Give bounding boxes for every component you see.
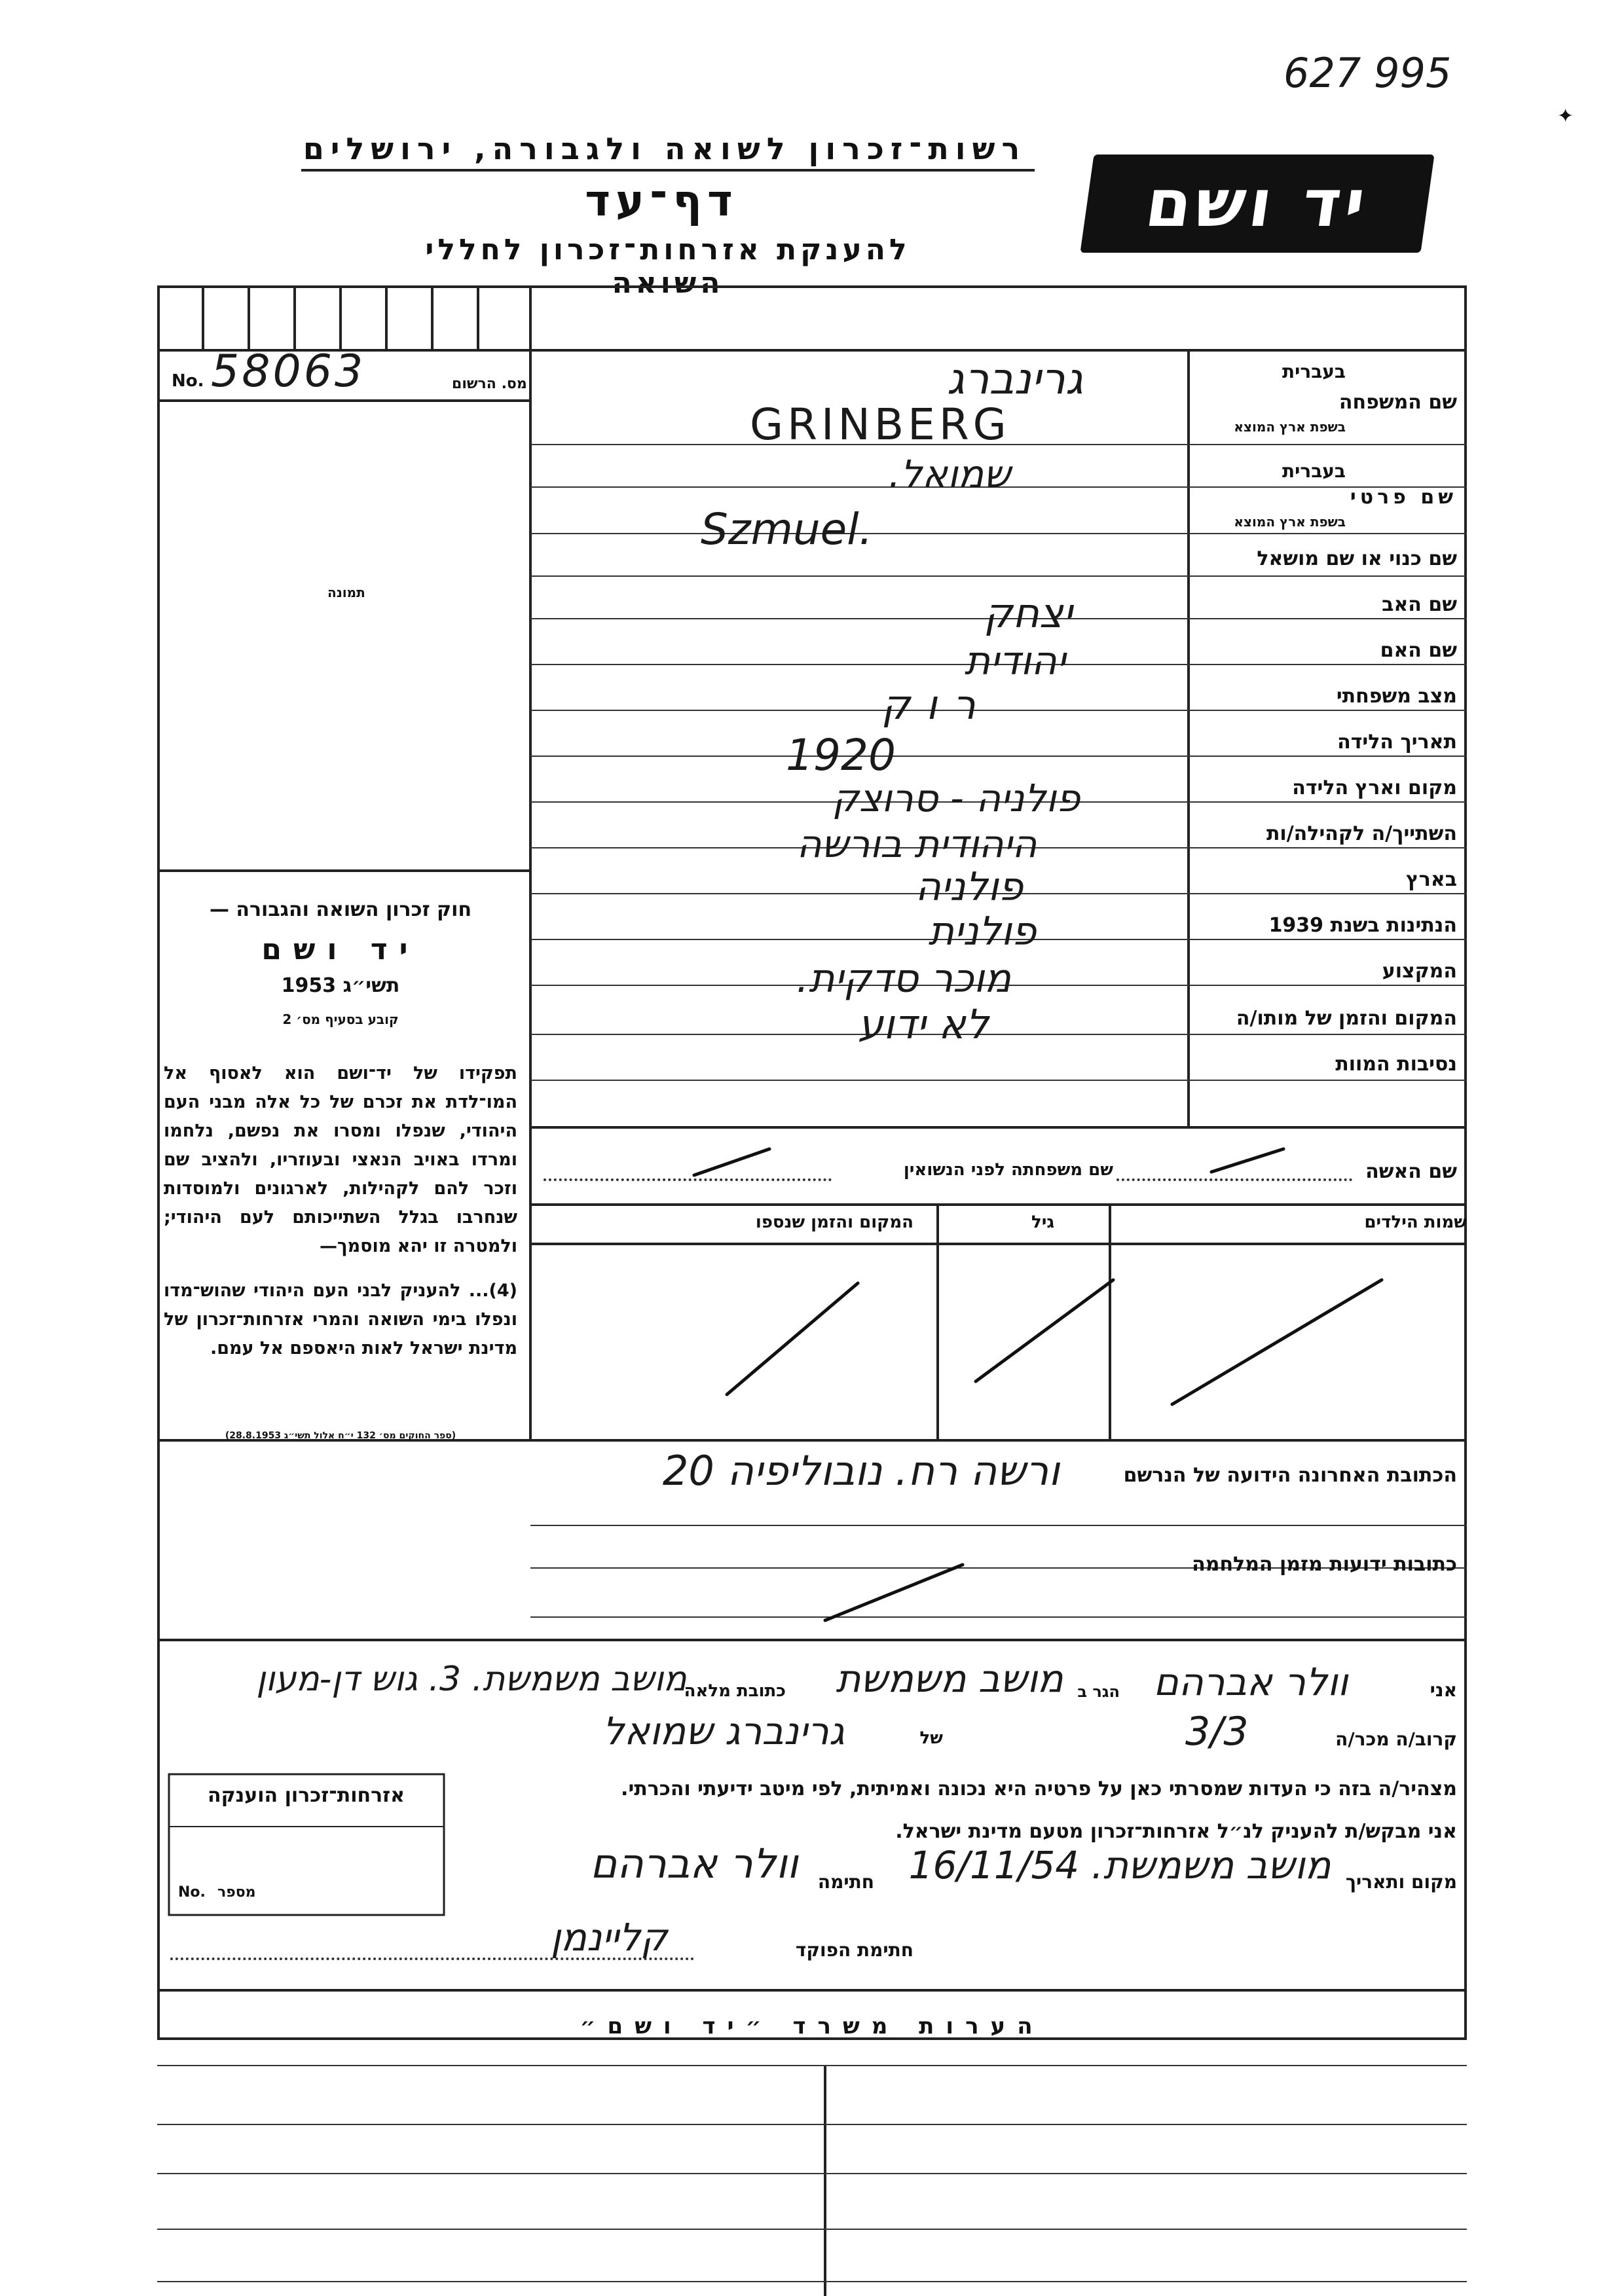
death-place-time-label: המקום והזמן של מותו/ה [1236,1007,1457,1030]
declarant-relation-value: 3/3 [1185,1709,1249,1755]
law-paragraph-2: (4)... להעניק לבני העם היהודי שהוש־מדו ונפלו בימי השואה והמרי אזרחות־זכרון של מדינת ישראל לאות היאספם אל עמם. [164,1281,517,1358]
nickname-label: שם כנוי או שם מושאל [1257,547,1457,570]
law-footnote: (ספר החוקים מס׳ 132 י״ח אלול תשי״ג 28.8.1953) [225,1430,456,1441]
father-value: יצחק [984,589,1073,637]
signature-value: וולר אברהם [590,1840,798,1887]
first-name-hebrew-sublabel: בעברית [1282,460,1346,482]
law-name: יד ושם [261,933,420,966]
photo-label: תמונה [327,585,365,600]
declarant-resident-value: מושב משמשת [836,1656,1063,1701]
clerk-signature-label: חתימת הפוקד [795,1939,913,1961]
margin-mark: ✦ [1557,105,1574,128]
law-year: תשי״ג 1953 [281,974,400,997]
children-death-header: המקום והזמן שנספו [755,1212,913,1232]
granted-no-label: No. [178,1884,206,1901]
family-name-native-value: GRINBERG [750,399,1010,450]
first-name-label: שם פרטי [1350,486,1457,509]
family-name-hebrew-sublabel: בעברית [1282,361,1346,382]
registry-no-label: No. [172,371,204,391]
clerk-signature-value: קליינמן [550,1915,668,1959]
declarant-full-address-value: מושב משמשת. 3. גוש דן-מעון [256,1660,687,1699]
country-label: בארץ [1405,868,1457,891]
law-paragraph-1: תפקידו של יד־ושם הוא לאסוף אל המו־לדת את זכרם של כל אלה מבני העם היהודי, שנפלו ומסרו את נפשם, נלחמו ומרדו באויב הנאצי ובעוזריו, ולהציב שם וזכר להם לקהילות, לארגונים ולמוסדות שנחרבו בגלל השתייכותם לעם היהודי; ולמטרה זו יהא מוסמך— [164,1063,517,1256]
law-clause-ref: קובע בסעיף מס׳ 2 [282,1011,399,1027]
archive-number: 627 995 [1283,49,1452,97]
granted-title: אזרחות־זכרון הוענקה [207,1784,405,1807]
wife-label: שם האשה [1365,1160,1457,1183]
birth-date-label: תאריך הלידה [1337,731,1457,754]
profession-value: מוכר סדקית. [796,956,1011,1002]
registry-number: 58063 [211,346,366,397]
request-text: אני מבקש/ת להעניק לנ״ל אזרחות־זכרון מטעם מדינת ישראל. [895,1820,1457,1843]
law-title: חוק זכרון השואה והגבורה — [209,898,472,921]
birth-place-value: פולניה - סרוצק [832,776,1080,820]
citizenship-value: פולנית [928,909,1037,955]
marital-value: רוק [881,681,991,729]
logo-text: יד ושם [1141,165,1374,242]
wife-maiden-label: שם משפחתה לפני הנשואין [903,1160,1113,1180]
wartime-address-label: כתובות ידועות מזמן המלחמה [1192,1553,1457,1576]
declarant-of-label: של [919,1728,943,1748]
first-name-native-value: Szmuel. [701,504,873,555]
granted-number-label: מספר [217,1884,256,1901]
birth-place-label: מקום וארץ הלידה [1292,776,1457,799]
last-address-label: הכתובת האחרונה הידועה של הנרשם [1123,1464,1457,1487]
declarant-full-address-label: כתובת מלאה [684,1681,786,1701]
form-title: דף־עד [585,175,738,226]
declarant-of-value: גרינברג שמואל [602,1709,845,1753]
form-subtitle: להענקת אזרחות־זכרון לחללי השואה [425,233,911,300]
signature-label: חתימה [817,1871,874,1893]
first-name-hebrew-value: שמואל. [888,452,1011,496]
declarant-resident-label: הגר ב [1077,1683,1120,1701]
profession-label: המקצוע [1382,960,1457,983]
place-date-value: מושב משמשת. 16/11/54 [908,1843,1331,1887]
declarant-relative-label: קרוב/ה מכר/ה [1335,1728,1457,1750]
wife-name-line [1116,1178,1352,1181]
children-age-header: גיל [1031,1212,1054,1232]
registry-label: מס. הרשום [452,376,527,392]
family-name-hebrew-value: גרינברג [946,354,1084,404]
wife-maiden-line [544,1178,832,1181]
family-name-native-sublabel: בשפת ארץ המוצא [1234,419,1346,435]
community-value: היהודית בורשה [796,822,1037,866]
country-value: פולניה [915,864,1024,910]
office-notes-title: הערות משרד ״יד ושם״ [580,2013,1044,2039]
declaration-text: מצהיר/ה בזה כי העדות שמסרתי כאן על פרטיה היא נכונה ואמיתית, לפי מיטב ידיעתי והכרתי. [621,1777,1457,1800]
marital-label: מצב משפחתי [1336,685,1457,708]
declarant-name-value: וולר אברהם [1153,1660,1348,1704]
family-name-label: שם המשפחה [1338,391,1457,414]
father-label: שם האב [1382,593,1457,616]
last-address-value: ורשה רח. נובוליפיה 20 [662,1447,1060,1495]
authority-line: רשות־זכרון לשואה ולגבורה, ירושלים [303,131,1027,166]
place-date-label: מקום ותאריך [1345,1871,1457,1893]
death-place-time-value: לא ידוע [858,1000,989,1048]
mother-value: יהודית [964,638,1066,684]
citizenship-label: הנתינות בשנת 1939 [1268,914,1457,937]
mother-label: שם האם [1380,639,1457,662]
birth-date-value: 1920 [786,730,896,780]
children-names-header: שמות הילדים [1364,1212,1467,1232]
declarant-i-label: אני [1430,1679,1457,1701]
first-name-native-sublabel: בשפת ארץ המוצא [1234,514,1346,530]
community-label: השתייך/ה לקהילה/ות [1266,822,1457,845]
death-cause-label: נסיבות המוות [1335,1053,1457,1076]
